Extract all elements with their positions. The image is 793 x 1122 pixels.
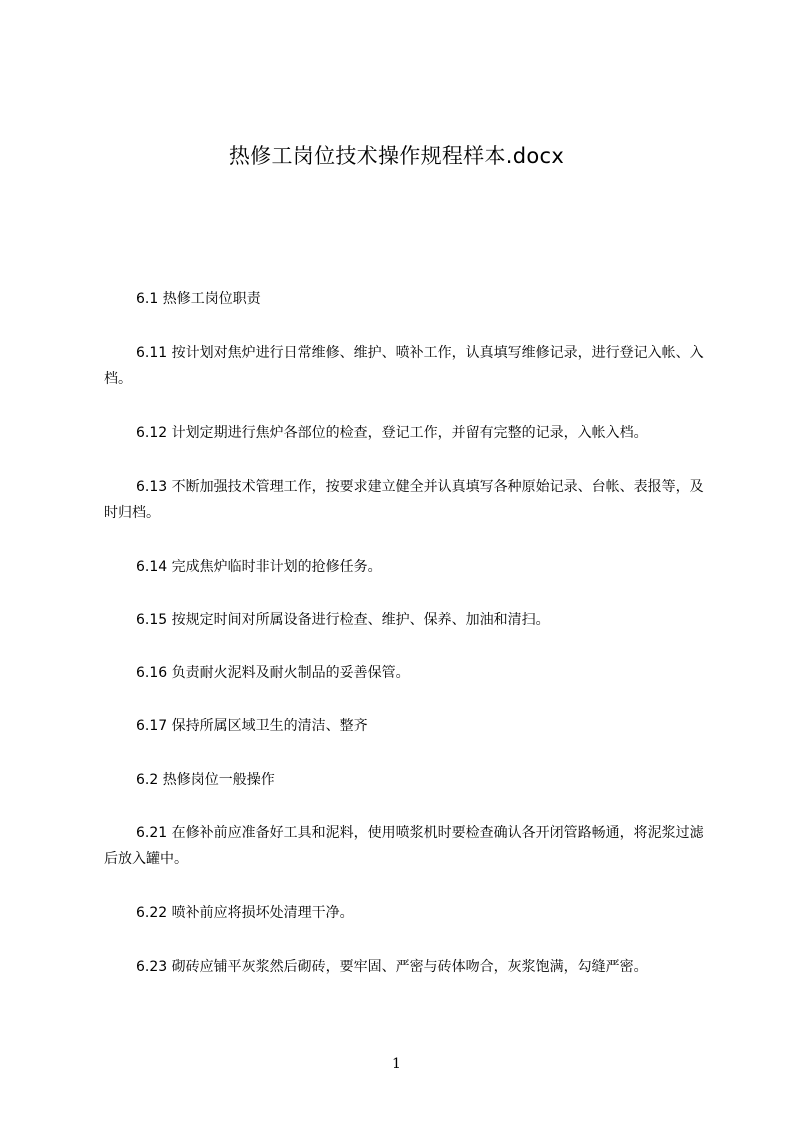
paragraph-6-22: 6.22 喷补前应将损坏处清理干净。 <box>136 905 354 921</box>
paragraph-6-11: 6.11 按计划对焦炉进行日常维修、维护、喷补工作，认真填写维修记录，进行登记入帐、入档。 <box>104 345 704 387</box>
document-title: 热修工岗位技术操作规程样本.docx <box>228 144 565 168</box>
paragraph-6-17: 6.17 保持所属区域卫生的清洁、整齐 <box>136 718 368 734</box>
paragraph-6-16: 6.16 负责耐火泥料及耐火制品的妥善保管。 <box>136 665 410 681</box>
paragraph-6-12: 6.12 计划定期进行焦炉各部位的检查，登记工作，并留有完整的记录，入帐入档。 <box>136 425 648 441</box>
page-number: 1 <box>392 1056 401 1072</box>
paragraph-6-2: 6.2 热修岗位一般操作 <box>136 772 275 788</box>
paragraph-6-23: 6.23 砌砖应铺平灰浆然后砌砖，要牢固、严密与砖体吻合，灰浆饱满，勾缝严密。 <box>136 959 648 975</box>
paragraph-6-13: 6.13 不断加强技术管理工作，按要求建立健全并认真填写各种原始记录、台帐、表报等，及时归档。 <box>104 479 704 521</box>
paragraph-6-1: 6.1 热修工岗位职责 <box>136 291 261 307</box>
paragraph-6-21: 6.21 在修补前应准备好工具和泥料，使用喷浆机时要检查确认各开闭管路畅通，将泥浆过滤后放入罐中。 <box>104 825 704 867</box>
paragraph-6-14: 6.14 完成焦炉临时非计划的抢修任务。 <box>136 559 382 575</box>
paragraph-6-15: 6.15 按规定时间对所属设备进行检查、维护、保养、加油和清扫。 <box>136 612 550 628</box>
